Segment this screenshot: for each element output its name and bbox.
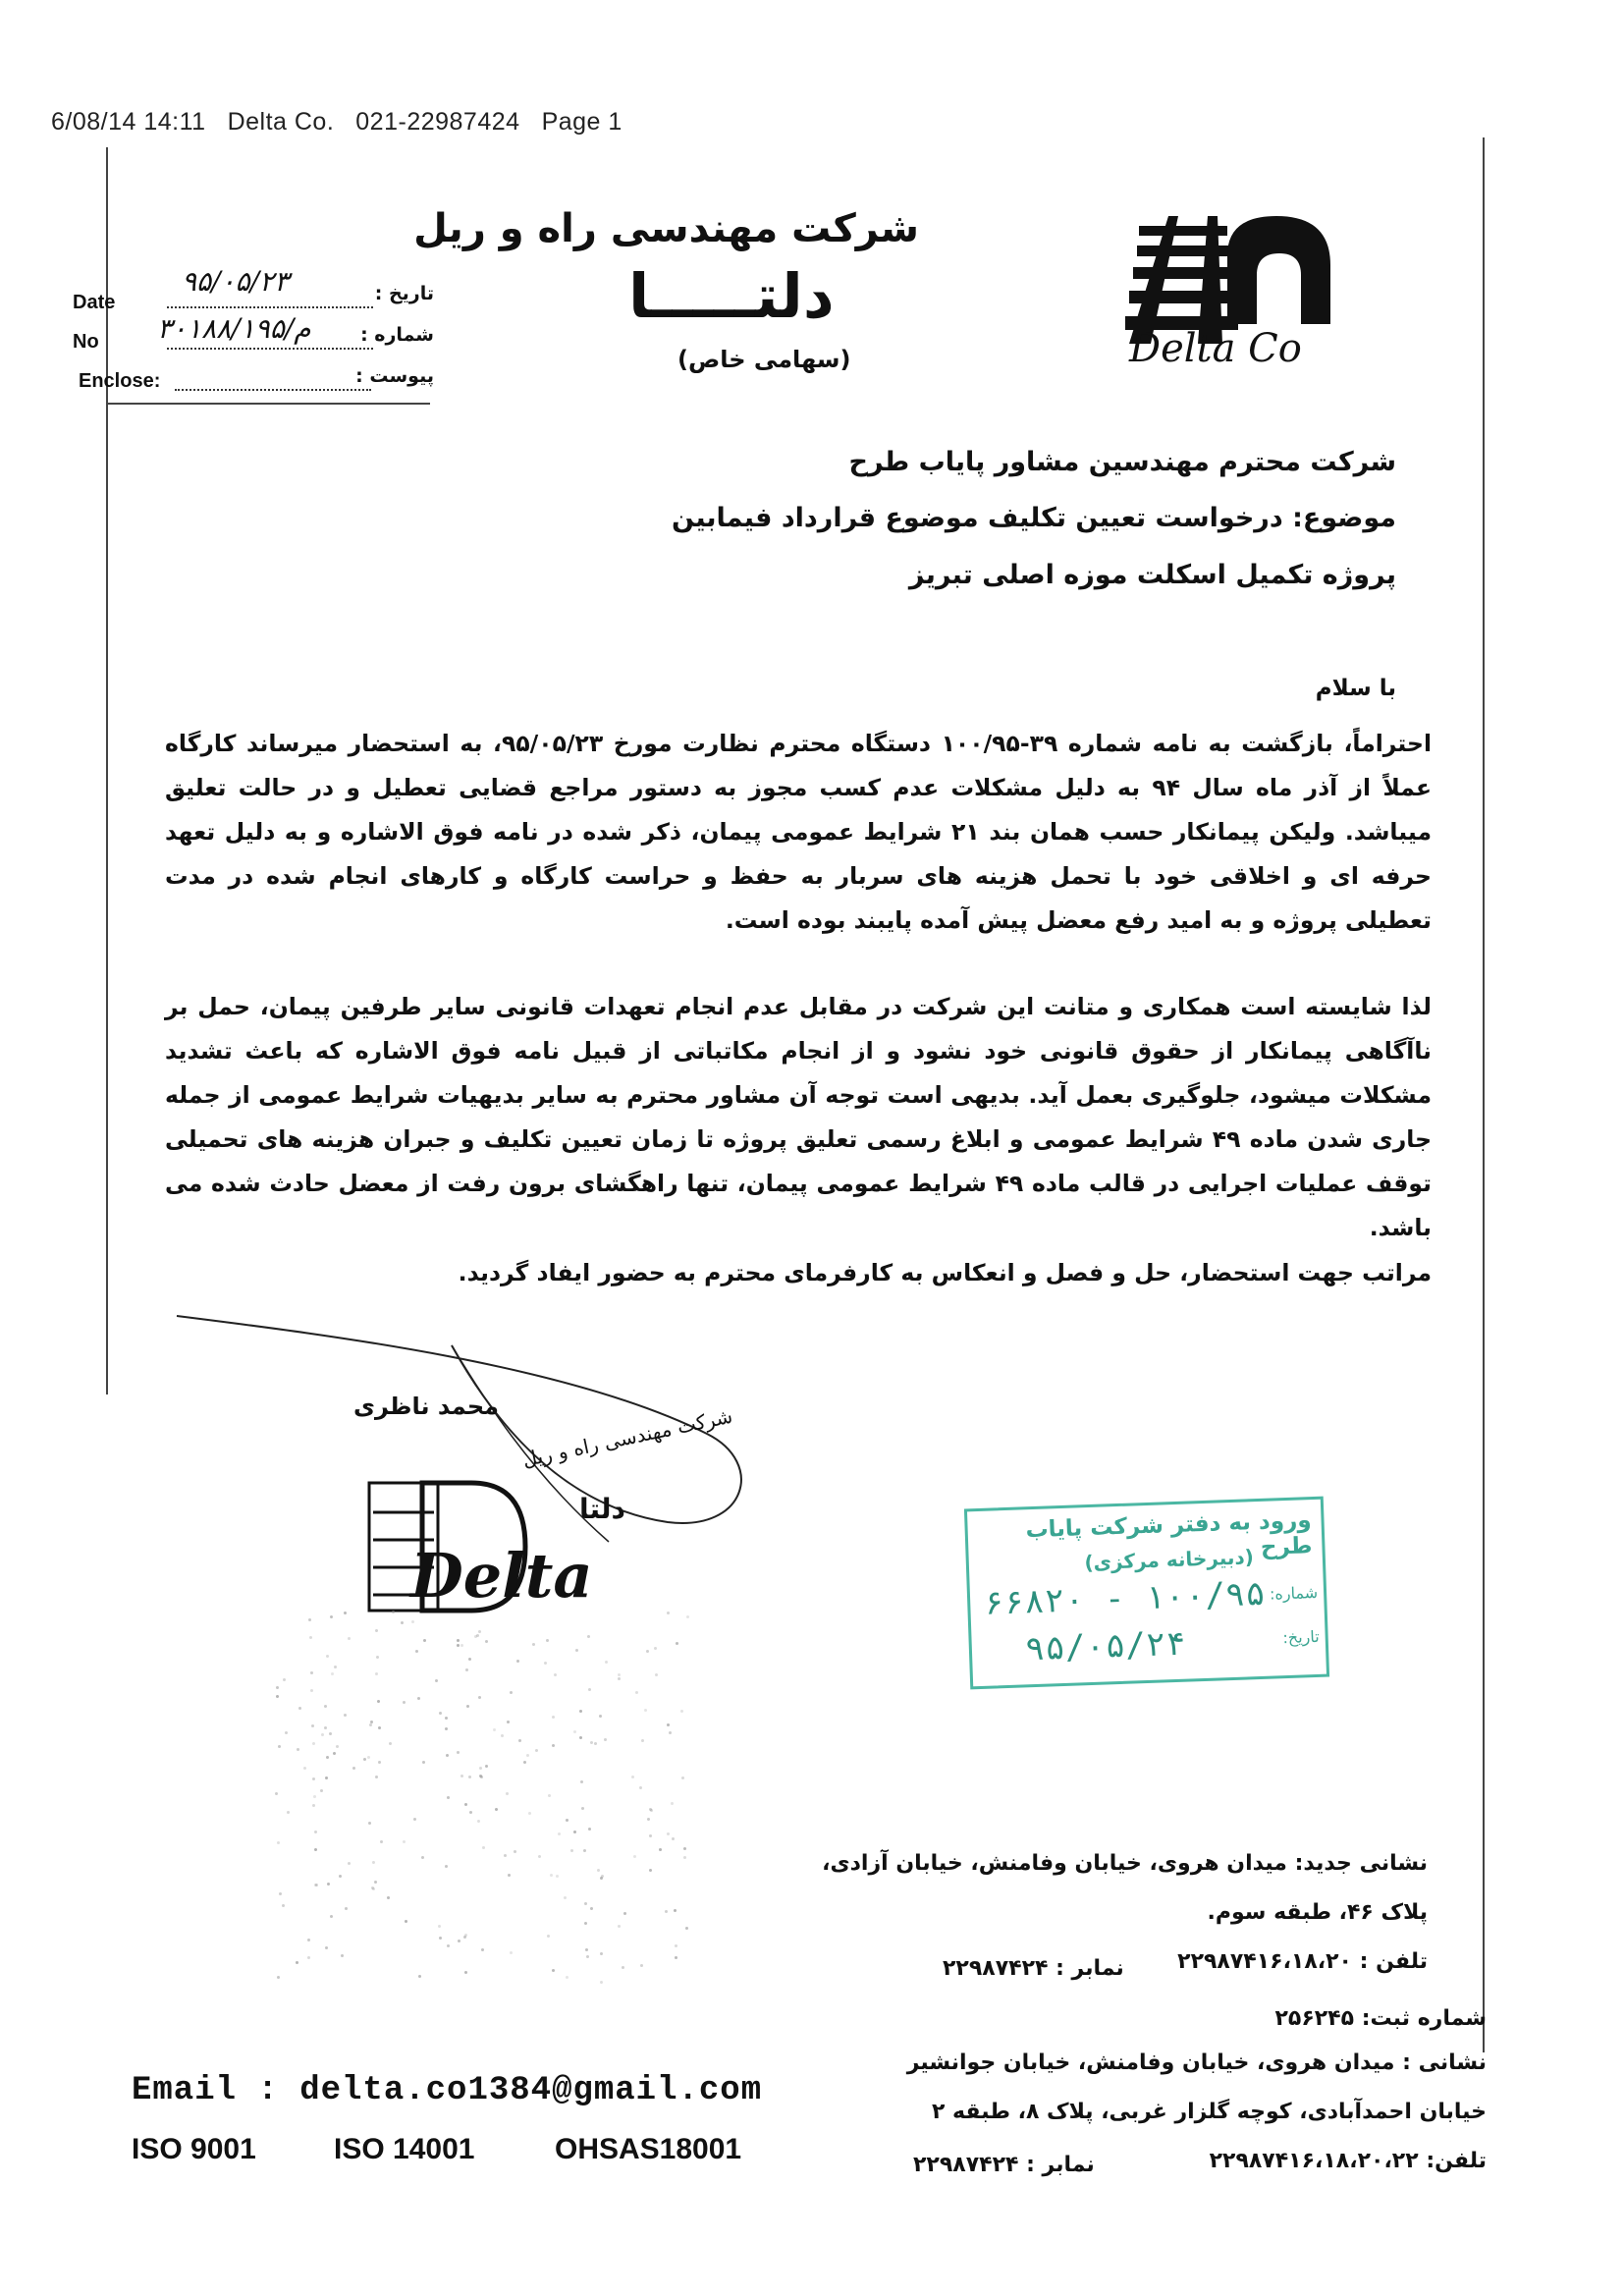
noise-speck xyxy=(686,1615,689,1618)
noise-speck xyxy=(445,1717,448,1720)
noise-speck xyxy=(510,1691,513,1694)
noise-speck xyxy=(546,1639,549,1642)
noise-speck xyxy=(344,1714,347,1717)
noise-speck xyxy=(401,1621,404,1624)
noise-speck xyxy=(314,1848,317,1851)
noise-speck xyxy=(447,1944,450,1947)
noise-speck xyxy=(587,1635,590,1638)
noise-speck xyxy=(585,1948,588,1951)
receipt-number-value: ۱۰۰/۹۵ - ۶۶۸۲۰ xyxy=(983,1573,1267,1623)
noise-speck xyxy=(659,1848,662,1851)
noise-speck xyxy=(375,1776,378,1778)
date-dotted-line xyxy=(167,306,373,308)
iso-9001-badge: ISO 9001 xyxy=(132,2133,256,2165)
noise-speck xyxy=(514,1850,516,1853)
noise-speck xyxy=(314,1831,317,1833)
noise-speck xyxy=(683,1847,686,1850)
noise-speck xyxy=(516,1660,519,1663)
noise-speck xyxy=(279,1892,282,1895)
noise-speck xyxy=(324,1726,327,1729)
noise-speck xyxy=(599,1715,602,1718)
new-fax: نمابر : ۲۲۹۸۷۴۲۴ xyxy=(943,1956,1124,1981)
noise-speck xyxy=(285,1731,288,1734)
noise-speck xyxy=(344,1612,347,1614)
noise-speck xyxy=(331,1672,334,1675)
noise-speck xyxy=(584,1902,587,1905)
noise-speck xyxy=(369,1723,372,1726)
noise-speck xyxy=(669,1731,672,1734)
noise-speck xyxy=(439,1937,442,1940)
noise-speck xyxy=(348,1862,351,1865)
signer-name: محمد ناظری xyxy=(353,1393,500,1420)
noise-speck xyxy=(296,1961,298,1964)
noise-speck xyxy=(377,1700,380,1703)
noise-speck xyxy=(387,1896,390,1899)
noise-speck xyxy=(654,1647,657,1650)
noise-speck xyxy=(566,1819,568,1822)
noise-speck xyxy=(415,1650,418,1653)
noise-speck xyxy=(671,1802,674,1805)
noise-speck xyxy=(481,1948,484,1951)
fax-datetime: 6/08/14 14:11 xyxy=(51,108,206,136)
noise-speck xyxy=(372,1861,375,1864)
noise-speck xyxy=(552,1744,555,1747)
noise-speck xyxy=(493,1728,496,1731)
noise-speck xyxy=(554,1673,557,1676)
body-paragraph-2: لذا شایسته است همکاری و متانت این شرکت در مقابل عدم انجام تعهدات قانونی سایر طرفین پیمان، حمل بر ناآگاهی پیمانکار از حقوق قانونی خود نشود و از انجام مکاتباتی از قبیل نامه فوق الاشاره که باعث تشدید مشکلات میشود، جلوگیری بعمل آید. بدیهی است توجه آن مشاور محترم به سایر بدیهیات شرایط عمومی از جمله جاری شدن ماده ۴۹ شرایط عمومی و ابلاغ رسمی تعلیق پروژه تا زمان تعیین تکلیف و جبران هزینه های تحمیلی توقف عملیات اجرایی در قالب ماده ۴۹ شرایط عمومی پیمان، تنها راهگشای برون رفت از معضل حادث شده می باشد. xyxy=(165,993,1432,1241)
company-type: (سهامی خاص) xyxy=(677,346,851,373)
noise-speck xyxy=(418,1975,421,1978)
noise-speck xyxy=(547,1935,550,1938)
noise-speck xyxy=(468,1658,471,1661)
noise-speck xyxy=(544,1662,547,1665)
noise-speck xyxy=(445,1727,448,1730)
noise-speck xyxy=(583,1849,586,1852)
frame-ref-line xyxy=(106,403,430,405)
noise-speck xyxy=(605,1661,608,1664)
noise-speck xyxy=(683,1856,686,1859)
noise-speck xyxy=(639,1786,642,1789)
noise-speck xyxy=(633,1855,636,1858)
noise-speck xyxy=(485,1765,488,1768)
noise-speck xyxy=(622,1966,624,1969)
noise-speck xyxy=(675,1956,677,1959)
noise-speck xyxy=(282,1904,285,1907)
no-label-fa: شماره : xyxy=(360,324,434,346)
noise-speck xyxy=(552,1716,555,1719)
noise-speck xyxy=(411,1620,414,1623)
noise-speck xyxy=(464,1971,467,1974)
noise-speck xyxy=(526,1754,529,1757)
noise-speck xyxy=(523,1761,526,1764)
enclose-label-en: Enclose: xyxy=(79,370,161,392)
noise-speck xyxy=(575,1649,578,1652)
noise-speck xyxy=(588,1828,591,1831)
fax-header xyxy=(51,108,644,137)
noise-speck xyxy=(363,1758,366,1761)
no-dotted-line xyxy=(167,348,373,350)
noise-speck xyxy=(458,1940,460,1942)
noise-speck xyxy=(333,1752,336,1755)
no-label-en: No xyxy=(73,331,99,353)
noise-speck xyxy=(438,1925,441,1928)
noise-speck xyxy=(309,1636,312,1639)
noise-speck xyxy=(580,1780,583,1783)
noise-speck xyxy=(640,1964,643,1967)
noise-speck xyxy=(667,1832,670,1835)
noise-speck xyxy=(283,1678,286,1681)
noise-speck xyxy=(368,1822,371,1825)
noise-speck xyxy=(485,1640,488,1643)
noise-speck xyxy=(447,1796,450,1799)
noise-speck xyxy=(312,1742,315,1745)
noise-speck xyxy=(478,1696,481,1699)
noise-speck xyxy=(466,1705,469,1708)
noise-speck xyxy=(649,1869,652,1872)
noise-speck xyxy=(405,1920,407,1923)
noise-speck xyxy=(277,1841,280,1844)
noise-speck xyxy=(590,1907,593,1910)
noise-speck xyxy=(277,1976,280,1979)
noise-speck xyxy=(644,1709,647,1712)
noise-speck xyxy=(336,1745,339,1748)
footer-email: Email : delta.co1384@gmail.com xyxy=(132,2072,763,2109)
noise-speck xyxy=(501,1734,504,1737)
noise-speck xyxy=(570,1849,573,1852)
noise-speck xyxy=(445,1865,448,1868)
noise-speck xyxy=(330,1615,333,1618)
noise-speck xyxy=(276,1686,279,1689)
noise-speck xyxy=(532,1643,535,1646)
noise-speck xyxy=(508,1874,511,1877)
noise-speck xyxy=(457,1639,460,1642)
old-fax: نمابر : ۲۲۹۸۷۴۲۴ xyxy=(913,2153,1095,2177)
frame-left-line xyxy=(106,147,108,1394)
noise-speck xyxy=(276,1695,279,1698)
noise-speck xyxy=(665,1910,668,1913)
noise-speck xyxy=(647,1818,650,1821)
noise-speck xyxy=(341,1954,344,1957)
noise-speck xyxy=(310,1689,313,1692)
noise-speck xyxy=(403,1840,406,1843)
noise-speck xyxy=(579,1736,582,1739)
noise-speck xyxy=(597,1869,600,1872)
noise-speck xyxy=(439,1712,442,1715)
noise-speck xyxy=(590,1741,593,1744)
noise-speck xyxy=(457,1644,460,1647)
noise-speck xyxy=(326,1655,329,1658)
noise-speck xyxy=(307,1956,310,1959)
noise-speck xyxy=(667,1723,670,1726)
noise-speck xyxy=(275,1792,278,1795)
logo-caption: Delta Co xyxy=(1129,326,1302,371)
noise-speck xyxy=(422,1761,425,1764)
noise-speck xyxy=(378,1761,381,1764)
project-title: پروژه تکمیل اسکلت موزه اصلی تبریز xyxy=(908,560,1396,590)
enclose-dotted-line xyxy=(175,389,371,391)
noise-speck xyxy=(417,1697,420,1700)
noise-speck xyxy=(334,1666,337,1668)
noise-speck xyxy=(538,1855,541,1858)
body-paragraph-3: مراتب جهت استحضار، حل و فصل و انعکاس به کارفرمای محترم به حضور ایفاد گردید. xyxy=(458,1259,1432,1286)
noise-speck xyxy=(550,1874,553,1877)
noise-speck xyxy=(367,1756,370,1759)
noise-speck xyxy=(348,1637,351,1640)
noise-speck xyxy=(371,1886,374,1889)
noise-speck xyxy=(376,1656,379,1659)
noise-speck xyxy=(495,1808,498,1811)
noise-speck xyxy=(378,1726,381,1729)
noise-speck xyxy=(586,1955,589,1958)
noise-speck xyxy=(380,1840,383,1843)
body-paragraph-1: احتراماً، بازگشت به نامه شماره ۳۹-۱۰۰/۹۵ دستگاه محترم نظارت مورخ ۹۵/۰۵/۲۳، به استحضار میرساند کارگاه عملاً از آذر ماه سال ۹۴ به دلیل مشکلات عدم کسب مجوز به دستور مراجع قضایی تعطیل و در حالت تعلیق میباشد. ولیکن پیمانکار حسب همان بند ۲۱ شرایط عمومی پیمان، ذکر شده در نامه فوق الاشاره و به دلیل تعهد حرفه ای و اخلاقی خود با تحمل هزینه های سربار به حفظ و حراست کارگاه و کارهای انجام شده در مدت تعطیلی پروژه و به امید رفع معضل پیش آمده پایبند بوده است. xyxy=(165,730,1433,934)
receipt-date-label: تاریخ: xyxy=(1282,1626,1320,1648)
noise-speck xyxy=(641,1739,644,1742)
receipt-number-label: شماره: xyxy=(1269,1582,1319,1604)
noise-speck xyxy=(457,1751,460,1754)
noise-speck xyxy=(465,1668,468,1671)
noise-speck xyxy=(600,1877,603,1880)
noise-speck xyxy=(600,1952,603,1955)
noise-speck xyxy=(308,1618,311,1621)
old-address-line-2: خیابان احمدآبادی، کوچه گلزار غربی، پلاک ۸، طبقه ۲ xyxy=(931,2100,1487,2124)
receipt-stamp xyxy=(964,1497,1329,1690)
noise-speck xyxy=(311,1724,314,1727)
noise-speck xyxy=(326,1756,329,1759)
noise-speck xyxy=(329,1732,332,1735)
noise-speck xyxy=(584,1922,587,1925)
noise-speck xyxy=(312,1777,315,1780)
iso-14001-badge: ISO 14001 xyxy=(334,2133,475,2165)
fax-phone: 021-22987424 xyxy=(355,108,520,136)
seal-short-text: دلتا xyxy=(579,1493,625,1525)
noise-speck xyxy=(528,1812,531,1815)
old-telephone: تلفن: ۲۲۹۸۷۴۱۶،۱۸،۲۰،۲۲ xyxy=(1209,2149,1487,2173)
noise-speck xyxy=(604,1738,607,1741)
seal-logo-text: Delta xyxy=(410,1540,593,1612)
noise-speck xyxy=(675,1944,677,1947)
noise-speck xyxy=(321,1733,324,1736)
noise-speck xyxy=(655,1673,658,1676)
ohsas-18001-badge: OHSAS18001 xyxy=(555,2133,742,2165)
no-value: ۳۰۱۸۸/۱۹۵/م xyxy=(157,312,311,345)
recipient: شرکت محترم مهندسین مشاور پایاب طرح xyxy=(848,447,1396,477)
noise-speck xyxy=(298,1707,301,1710)
noise-speck xyxy=(389,1742,392,1745)
noise-speck xyxy=(618,1925,621,1928)
company-name: شرکت مهندسی راه و ریل xyxy=(413,206,919,251)
noise-speck xyxy=(579,1710,582,1713)
noise-speck xyxy=(307,1939,310,1941)
noise-speck xyxy=(618,1677,621,1680)
subject: موضوع: درخواست تعیین تکلیف موضوع قرارداد فیمابین xyxy=(672,503,1396,533)
noise-speck xyxy=(468,1776,471,1778)
noise-speck xyxy=(374,1881,377,1884)
noise-speck xyxy=(674,1909,677,1912)
noise-speck xyxy=(478,1630,481,1633)
noise-speck xyxy=(435,1679,438,1682)
fax-sender: Delta Co. xyxy=(227,108,335,136)
noise-speck xyxy=(423,1639,426,1642)
noise-speck xyxy=(325,1946,328,1949)
new-address-line-1: نشانی جدید: میدان هروی، خیابان وفامنش، خیابان آزادی، xyxy=(822,1851,1428,1876)
receipt-stamp-title: ورود به دفتر شرکت پایاب طرح xyxy=(1025,1507,1313,1560)
company-short-name: دلتـــــا xyxy=(628,260,835,332)
noise-speck xyxy=(413,1818,416,1821)
noise-speck xyxy=(446,1754,449,1757)
frame-right-line xyxy=(1483,137,1485,2052)
noise-speck xyxy=(330,1915,333,1918)
noise-speck xyxy=(635,1691,638,1694)
noise-speck xyxy=(375,1629,378,1632)
noise-speck xyxy=(480,1776,483,1778)
noise-speck xyxy=(464,1934,467,1937)
noise-speck xyxy=(403,1701,406,1704)
noise-speck xyxy=(315,1884,318,1886)
noise-speck xyxy=(325,1777,328,1779)
noise-speck xyxy=(278,1745,281,1748)
receipt-date-value: ۹۵/۰۵/۲۴ xyxy=(1024,1623,1187,1669)
noise-speck xyxy=(556,1875,559,1878)
noise-speck xyxy=(573,1831,576,1833)
noise-speck xyxy=(474,1635,477,1638)
noise-speck xyxy=(676,1642,678,1645)
noise-speck xyxy=(646,1650,649,1653)
noise-speck xyxy=(339,1875,342,1878)
noise-speck xyxy=(552,1969,555,1972)
noise-speck xyxy=(460,1644,463,1647)
noise-speck xyxy=(518,1739,521,1742)
noise-speck xyxy=(649,1834,652,1837)
noise-speck xyxy=(618,1673,621,1676)
noise-speck xyxy=(345,1907,348,1910)
seal-company-text: شرکت مهندسی راه و ریل xyxy=(519,1403,735,1472)
noise-speck xyxy=(650,1809,653,1812)
noise-speck xyxy=(594,1742,597,1745)
noise-speck xyxy=(421,1856,424,1859)
enclose-label-fa: پیوست : xyxy=(355,365,434,387)
fax-page: Page 1 xyxy=(541,108,623,136)
date-label-fa: تاریخ : xyxy=(374,283,434,304)
noise-speck xyxy=(588,1688,591,1691)
noise-speck xyxy=(482,1846,485,1849)
noise-speck xyxy=(680,1710,683,1713)
noise-speck xyxy=(510,1951,513,1954)
noise-speck xyxy=(297,1748,299,1751)
greeting: با سلام xyxy=(1315,676,1396,701)
noise-speck xyxy=(507,1721,510,1723)
noise-speck xyxy=(631,1776,634,1778)
noise-speck xyxy=(477,1820,480,1823)
noise-speck xyxy=(506,1792,509,1795)
date-label-en: Date xyxy=(73,292,116,313)
noise-speck xyxy=(310,1671,313,1674)
noise-speck xyxy=(667,1612,670,1614)
noise-speck xyxy=(479,1767,482,1770)
noise-speck xyxy=(287,1811,290,1814)
noise-speck xyxy=(600,1981,603,1984)
noise-speck xyxy=(566,1976,568,1979)
noise-speck xyxy=(623,1912,626,1915)
noise-speck xyxy=(303,1767,306,1770)
new-address-line-2: پلاک ۴۶، طبقه سوم. xyxy=(1207,1900,1428,1925)
noise-speck xyxy=(558,1832,561,1835)
noise-speck xyxy=(548,1794,551,1797)
noise-speck xyxy=(352,1767,355,1770)
noise-speck xyxy=(324,1705,327,1708)
noise-speck xyxy=(320,1789,323,1792)
noise-speck xyxy=(327,1883,330,1886)
noise-speck xyxy=(564,1896,567,1899)
noise-speck xyxy=(460,1775,463,1777)
noise-speck xyxy=(469,1811,472,1814)
noise-speck xyxy=(464,1803,467,1806)
noise-speck xyxy=(685,1927,688,1930)
new-telephone: تلفن : ۲۲۹۸۷۴۱۶،۱۸،۲۰ xyxy=(1177,1949,1428,1974)
noise-speck xyxy=(313,1795,316,1798)
noise-speck xyxy=(672,1837,675,1840)
noise-speck xyxy=(375,1672,378,1675)
receipt-stamp-subtitle: (دبیرخانه مرکزی) xyxy=(1084,1545,1255,1575)
registration-number: شماره ثبت: ۲۵۶۲۴۵ xyxy=(1274,2006,1487,2031)
noise-speck xyxy=(504,1854,507,1857)
date-value: ۹۵/۰۵/۲۳ xyxy=(182,265,290,298)
noise-speck xyxy=(535,1749,538,1752)
noise-speck xyxy=(312,1804,315,1807)
noise-speck xyxy=(573,1730,576,1733)
noise-speck xyxy=(581,1807,584,1810)
noise-speck xyxy=(681,1777,684,1779)
old-address-line-1: نشانی : میدان هروی، خیابان وفامنش، خیابان جوانشیر xyxy=(906,2050,1487,2075)
